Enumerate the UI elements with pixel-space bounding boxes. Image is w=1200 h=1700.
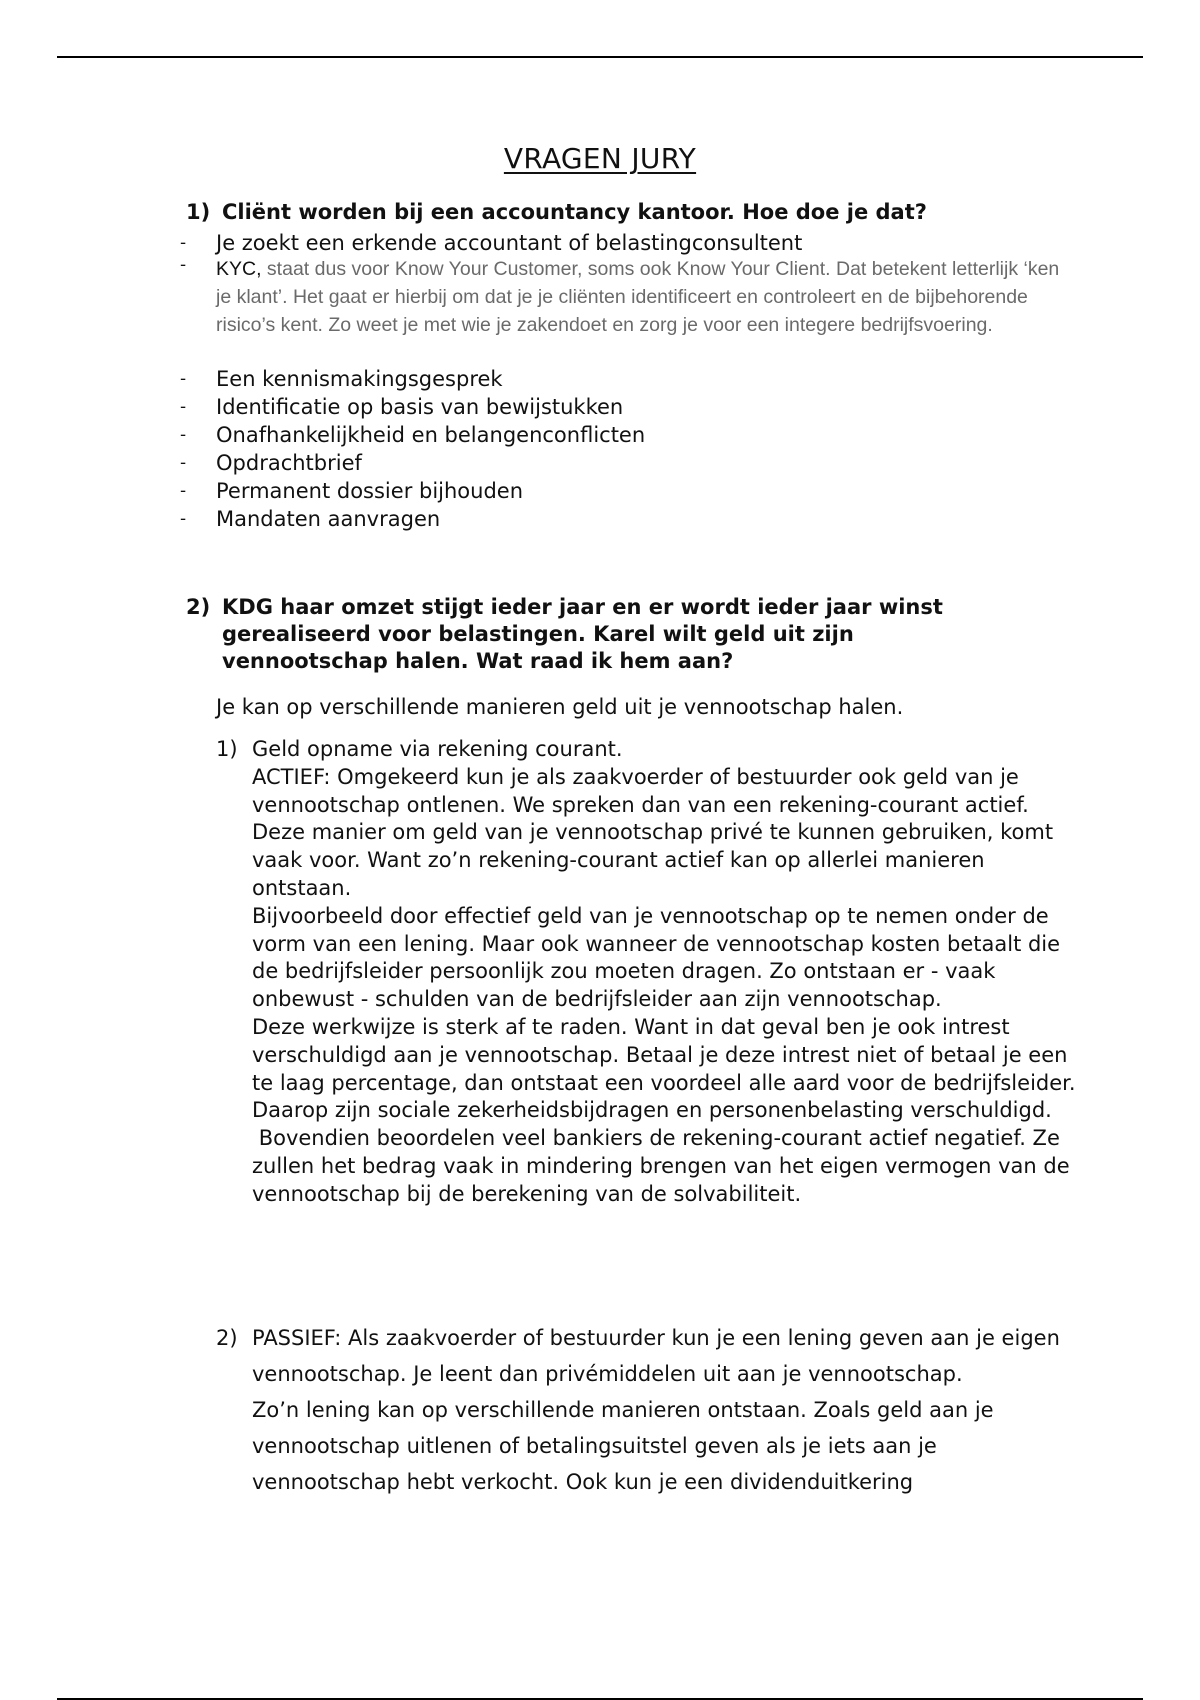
question-1-heading	[186, 199, 1006, 226]
list-item	[178, 365, 1078, 393]
question-2-number: 2)	[186, 595, 211, 619]
list-item	[178, 505, 1078, 533]
question-2-heading	[186, 594, 1006, 675]
item-number: 2)	[216, 1326, 238, 1350]
question-2-text: KDG haar omzet stijgt ieder jaar en er wordt ieder jaar winst gerealiseerd voor belastingen. Karel wilt geld uit zijn vennootschap halen. Wat raad ik hem aan?	[222, 595, 943, 673]
item-number: 1)	[216, 737, 238, 761]
list-item	[178, 477, 1078, 505]
list-item-text: Je zoekt een erkende accountant of belastingconsultent	[216, 231, 803, 255]
bullet-dash: -	[180, 255, 187, 275]
question-2-intro: Je kan op verschillende manieren geld uit je vennootschap halen.	[216, 695, 904, 719]
question-1-text: Cliënt worden bij een accountancy kantoor. Hoe doe je dat?	[222, 200, 927, 224]
bullet-dash: -	[180, 481, 187, 501]
paragraph: PASSIEF: Als zaakvoerder of bestuurder kun je een lening geven aan je eigen vennootschap. Je leent dan privémiddelen uit aan je vennootschap.	[252, 1326, 1060, 1386]
bullet-dash: -	[180, 233, 187, 253]
paragraph: Bovendien beoordelen veel bankiers de rekening-courant actief negatief. Ze zullen het bedrag vaak in mindering brengen van het eigen vermogen van de vennootschap bij de berekening van de solvabiliteit.	[252, 1126, 1077, 1206]
bullet-dash: -	[180, 509, 187, 529]
list-item-text: Mandaten aanvragen	[216, 507, 441, 531]
kyc-paragraph	[216, 255, 1066, 339]
bullet-dash: -	[180, 425, 187, 445]
paragraph: Zo’n lening kan op verschillende manieren ontstaan. Zoals geld aan je vennootschap uitlenen of betalingsuitstel geven als je iets aan je vennootschap hebt verkocht. Ook kun je een dividenduitkering	[252, 1398, 994, 1494]
item-body	[252, 736, 1083, 1209]
list-item	[178, 449, 1078, 477]
question-1-number: 1)	[186, 200, 211, 224]
question-1-list	[178, 365, 1078, 533]
paragraph: ACTIEF: Omgekeerd kun je als zaakvoerder of bestuurder ook geld van je vennootschap ontlenen. We spreken dan van een rekening-courant actief. Deze manier om geld van je vennootschap privé te kunnen gebruiken, komt vaak voor. Want zo’n rekening-courant actief kan op allerlei manieren ontstaan.	[252, 764, 1054, 900]
paragraph: Geld opname via rekening courant.	[252, 737, 623, 761]
header-rule	[57, 56, 1143, 58]
list-item-text: Identificatie op basis van bewijstukken	[216, 395, 624, 419]
bullet-dash: -	[180, 397, 187, 417]
paragraph: Deze werkwijze is sterk af te raden. Want in dat geval ben je ook intrest verschuldigd aan je vennootschap. Betaal je deze intrest niet of betaal je een te laag percentage, dan ontstaat een voordeel alle aard voor de bedrijfsleider. Daarop zijn sociale zekerheidsbijdragen en personenbelasting verschuldigd.	[252, 1014, 1083, 1123]
page-title: VRAGEN JURY	[503, 142, 697, 175]
item-body	[252, 1320, 1076, 1500]
list-item-text: Een kennismakingsgesprek	[216, 367, 503, 391]
list-item	[178, 229, 1078, 257]
kyc-list-item	[178, 255, 1078, 339]
list-item-text: Opdrachtbrief	[216, 451, 362, 475]
list-item-text: Permanent dossier bijhouden	[216, 479, 524, 503]
answer-item-1	[216, 736, 1083, 1209]
list-item	[178, 393, 1078, 421]
bullet-dash: -	[180, 453, 187, 473]
bullet-dash: -	[180, 369, 187, 389]
answer-item-2	[216, 1320, 1076, 1500]
kyc-text: staat dus voor Know Your Customer, soms ook Know Your Client. Dat betekent letterlijk ‘ken je klant’. Het gaat er hierbij om dat je je cliënten identificeert en controleert en de bijbehorende risico’s kent. Zo weet je met wie je zakendoet en zorg je voor een integere bedrijfsvoering.	[216, 258, 1060, 336]
paragraph: Bijvoorbeeld door effectief geld van je vennootschap op te nemen onder de vorm van een lening. Maar ook wanneer de vennootschap kosten betaalt die de bedrijfsleider persoonlijk zou moeten dragen. Zo ontstaan er - vaak onbewust - schulden van de bedrijfsleider aan zijn vennootschap.	[252, 903, 1061, 1012]
list-item	[178, 421, 1078, 449]
kyc-label: KYC,	[216, 258, 262, 280]
list-item-text: Onafhankelijkheid en belangenconflicten	[216, 423, 646, 447]
question-1-list-start	[178, 229, 1078, 257]
